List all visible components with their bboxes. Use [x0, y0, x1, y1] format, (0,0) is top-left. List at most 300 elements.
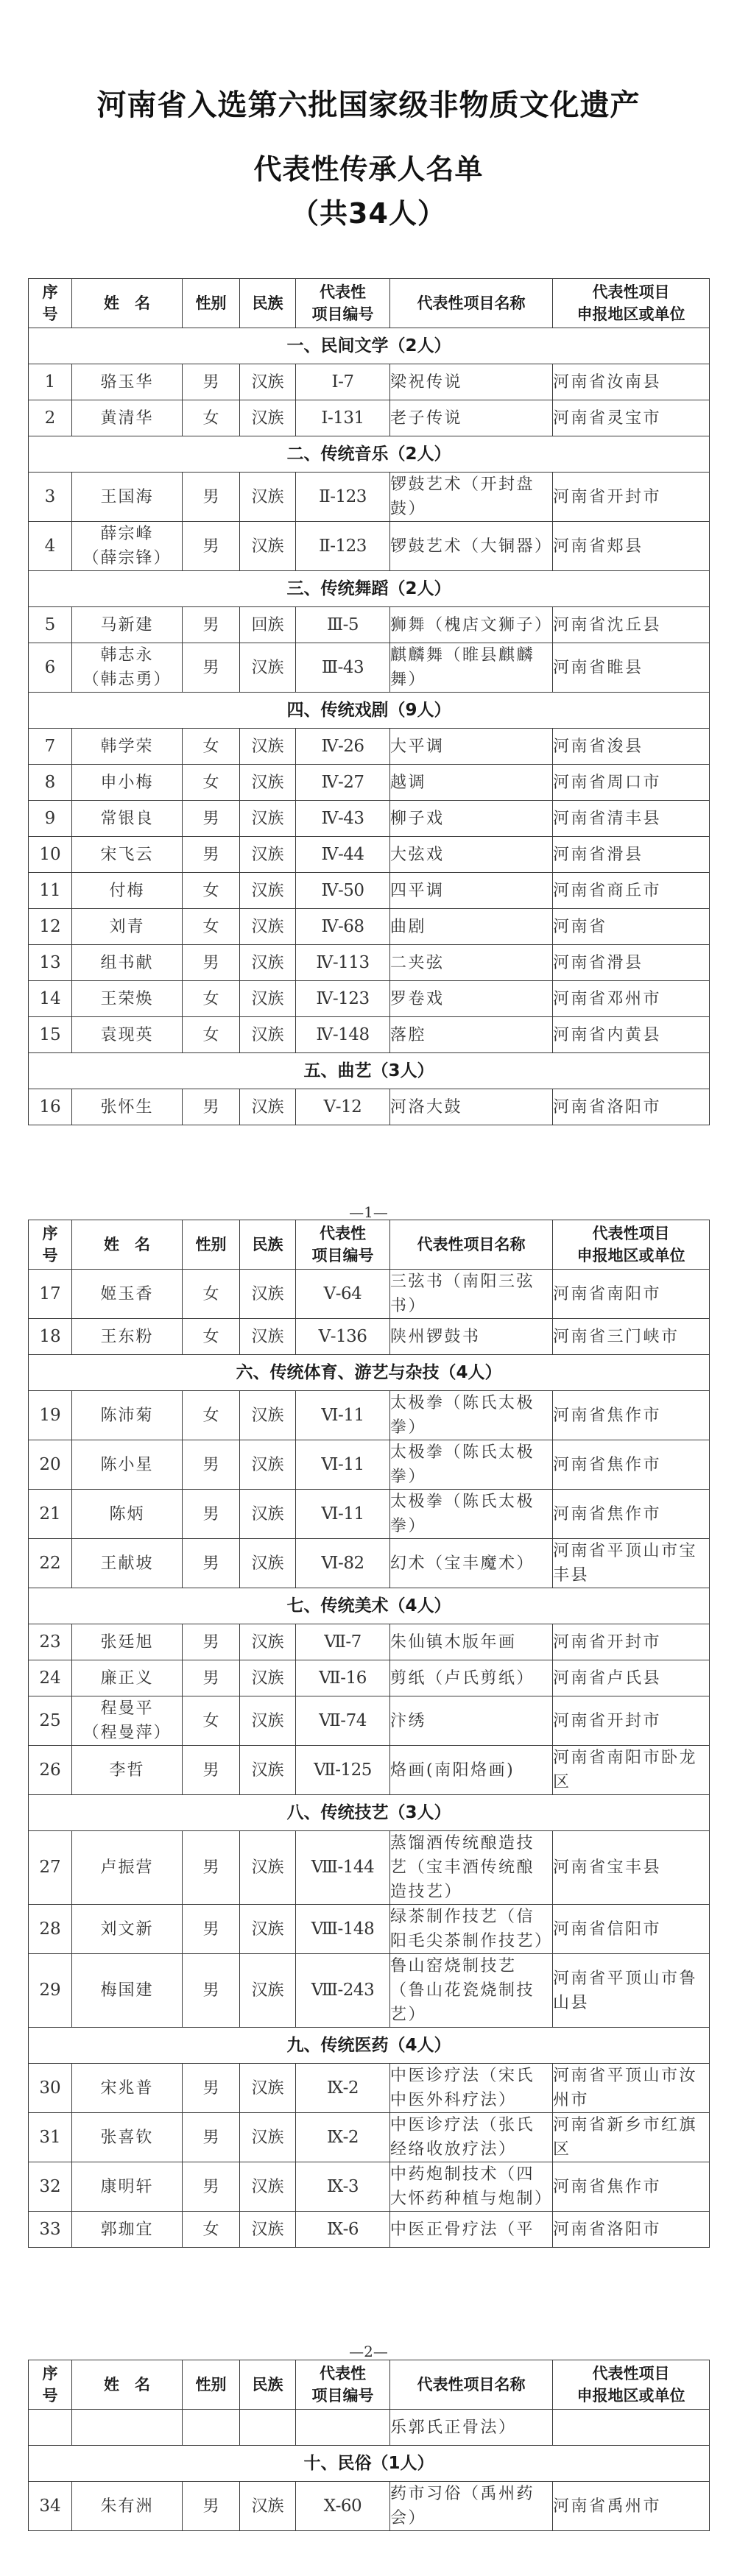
- seq-cell: 19: [29, 1391, 72, 1440]
- header-code-line2: 项目编号: [311, 2387, 374, 2405]
- region-cell: 河南省平顶山市汝州市: [553, 2064, 710, 2113]
- page-number-2: —2—: [349, 2343, 388, 2360]
- table-row: [29, 837, 710, 873]
- category-section-row: [29, 1795, 710, 1831]
- heritor-name: 陈炳: [109, 1504, 145, 1524]
- category-heading: 四、传统戏剧（9人）: [29, 693, 710, 729]
- gender-cell: 男: [183, 1539, 240, 1588]
- category-section-row: [29, 328, 710, 364]
- project-name-cell: 越调: [390, 765, 553, 801]
- project-code-cell: [296, 2410, 390, 2446]
- table-header-row: [29, 2360, 710, 2410]
- project-name-cell: 大平调: [390, 729, 553, 765]
- region-cell: 河南省平顶山市鲁山县: [553, 1954, 710, 2028]
- project-name-cell: 太极拳（陈氏太极拳）: [390, 1490, 553, 1539]
- header-gender-label: 性别: [195, 2376, 227, 2393]
- heritor-name: 王东粉: [100, 1327, 154, 1346]
- name-cell: [72, 909, 183, 945]
- region-cell: 河南省周口市: [553, 765, 710, 801]
- seq-cell: 11: [29, 873, 72, 909]
- category-section-row: [29, 2446, 710, 2482]
- project-code-cell: Ⅳ-26: [296, 729, 390, 765]
- gender-cell: 男: [183, 1954, 240, 2028]
- seq-cell: 13: [29, 945, 72, 981]
- header-name-label: 姓 名: [104, 1236, 150, 1253]
- table-row: [29, 1089, 710, 1125]
- header-code-line2: 项目编号: [311, 305, 374, 323]
- project-name-cell: 中医正骨疗法（平: [390, 2212, 553, 2248]
- table-row: [29, 981, 710, 1017]
- name-cell: [72, 1017, 183, 1053]
- region-cell: 河南省三门峡市: [553, 1319, 710, 1355]
- header-code: [296, 279, 390, 328]
- project-code-cell: Ⅰ-131: [296, 400, 390, 436]
- heritor-name: 康明轩: [100, 2177, 154, 2196]
- ethnicity-cell: 汉族: [240, 2482, 296, 2531]
- project-name-cell: 绿茶制作技艺（信阳毛尖茶制作技艺）: [390, 1905, 553, 1954]
- project-code-cell: Ⅱ-123: [296, 473, 390, 522]
- seq-cell: 16: [29, 1089, 72, 1125]
- region-cell: 河南省沈丘县: [553, 607, 710, 643]
- header-code-line1: 代表性: [320, 2365, 366, 2382]
- header-gender: [183, 279, 240, 328]
- ethnicity-cell: 汉族: [240, 909, 296, 945]
- header-code-line1: 代表性: [320, 1225, 366, 1242]
- project-code-cell: Ⅳ-50: [296, 873, 390, 909]
- heritor-name: 张廷旭: [100, 1632, 154, 1652]
- heritor-name: 程曼平: [100, 1699, 154, 1718]
- name-cell: [72, 1391, 183, 1440]
- seq-cell: 24: [29, 1660, 72, 1696]
- project-name-cell: 落腔: [390, 1017, 553, 1053]
- project-name-cell: 大弦戏: [390, 837, 553, 873]
- seq-cell: 12: [29, 909, 72, 945]
- project-name-cell: 鲁山窑烧制技艺（鲁山花瓷烧制技艺）: [390, 1954, 553, 2028]
- table-row: [29, 1270, 710, 1319]
- heritor-name: 黄清华: [100, 408, 154, 428]
- ethnicity-cell: 汉族: [240, 2064, 296, 2113]
- project-code-cell: Ⅲ-43: [296, 643, 390, 693]
- table-row: [29, 729, 710, 765]
- table-row: [29, 1440, 710, 1490]
- project-code-cell: Ⅵ-11: [296, 1490, 390, 1539]
- seq-cell: 28: [29, 1905, 72, 1954]
- project-code-cell: Ⅳ-123: [296, 981, 390, 1017]
- table-row: [29, 2162, 710, 2212]
- ethnicity-cell: 汉族: [240, 364, 296, 400]
- seq-cell: 3: [29, 473, 72, 522]
- gender-cell: 女: [183, 765, 240, 801]
- seq-cell: 22: [29, 1539, 72, 1588]
- region-cell: 河南省清丰县: [553, 801, 710, 837]
- header-region: [553, 279, 710, 328]
- heritor-name: 陈小星: [100, 1455, 154, 1474]
- gender-cell: 男: [183, 2064, 240, 2113]
- name-cell: [72, 1831, 183, 1905]
- heritor-name: 韩志永: [100, 646, 154, 665]
- category-heading: 二、传统音乐（2人）: [29, 436, 710, 473]
- table-header-row: [29, 1220, 710, 1270]
- project-code-cell: Ⅳ-113: [296, 945, 390, 981]
- table-row: [29, 1624, 710, 1660]
- table-row: [29, 2113, 710, 2162]
- region-cell: 河南省焦作市: [553, 1391, 710, 1440]
- name-cell: [72, 2212, 183, 2248]
- region-cell: 河南省洛阳市: [553, 1089, 710, 1125]
- category-section-row: [29, 1588, 710, 1624]
- project-code-cell: Ⅴ-136: [296, 1319, 390, 1355]
- gender-cell: 男: [183, 1624, 240, 1660]
- header-gender: [183, 1220, 240, 1270]
- ethnicity-cell: 汉族: [240, 729, 296, 765]
- table-row: [29, 1391, 710, 1440]
- seq-cell: 32: [29, 2162, 72, 2212]
- project-name-cell: 陕州锣鼓书: [390, 1319, 553, 1355]
- table-row: [29, 522, 710, 571]
- name-cell: [72, 2064, 183, 2113]
- name-cell: [72, 1954, 183, 2028]
- region-cell: 河南省洛阳市: [553, 2212, 710, 2248]
- header-project: [390, 2360, 553, 2410]
- table-row: [29, 1746, 710, 1795]
- ethnicity-cell: 汉族: [240, 1954, 296, 2028]
- header-name: [72, 279, 183, 328]
- name-cell: [72, 1490, 183, 1539]
- ethnicity-cell: [240, 2410, 296, 2446]
- heritor-name: 郭珈宜: [100, 2220, 154, 2239]
- region-cell: 河南省邓州市: [553, 981, 710, 1017]
- region-cell: 河南省新乡市红旗区: [553, 2113, 710, 2162]
- project-code-cell: Ⅱ-123: [296, 522, 390, 571]
- project-name-cell: 剪纸（卢氏剪纸）: [390, 1660, 553, 1696]
- page-number-1: —1—: [349, 1203, 388, 1221]
- project-code-cell: Ⅸ-6: [296, 2212, 390, 2248]
- ethnicity-cell: 汉族: [240, 1391, 296, 1440]
- document-title: 河南省入选第六批国家级非物质文化遗产: [96, 88, 641, 122]
- name-cell: [72, 945, 183, 981]
- project-name-cell: 药市习俗（禹州药会）: [390, 2482, 553, 2531]
- name-cell: [72, 2162, 183, 2212]
- project-name-cell: 罗卷戏: [390, 981, 553, 1017]
- heritor-name: 常银良: [100, 809, 154, 828]
- header-code: [296, 1220, 390, 1270]
- category-section-row: [29, 2028, 710, 2064]
- name-cell: [72, 473, 183, 522]
- gender-cell: 女: [183, 729, 240, 765]
- header-project: [390, 279, 553, 328]
- project-name-cell: 中医诊疗法（宋氏中医外科疗法）: [390, 2064, 553, 2113]
- project-name-cell: 狮舞（槐店文狮子）: [390, 607, 553, 643]
- seq-cell: 4: [29, 522, 72, 571]
- category-heading: 六、传统体育、游艺与杂技（4人）: [29, 1355, 710, 1391]
- name-cell: [72, 1440, 183, 1490]
- project-code-cell: Ⅶ-7: [296, 1624, 390, 1660]
- project-name-cell: 蒸馏酒传统酿造技艺（宝丰酒传统酿造技艺）: [390, 1831, 553, 1905]
- heritor-table-page-1: [28, 278, 710, 1125]
- category-heading: 十、民俗（1人）: [29, 2446, 710, 2482]
- gender-cell: 男: [183, 1905, 240, 1954]
- heritor-name: 陈沛菊: [100, 1406, 154, 1425]
- region-cell: 河南省开封市: [553, 473, 710, 522]
- project-name-cell: 烙画(南阳烙画): [390, 1746, 553, 1795]
- header-project-label: 代表性项目名称: [417, 2376, 526, 2393]
- region-cell: 河南省: [553, 909, 710, 945]
- seq-cell: 8: [29, 765, 72, 801]
- category-section-row: [29, 1355, 710, 1391]
- header-seq-label: 序 号: [42, 283, 58, 323]
- gender-cell: 男: [183, 643, 240, 693]
- region-cell: 河南省信阳市: [553, 1905, 710, 1954]
- name-cell: [72, 522, 183, 571]
- seq-cell: 2: [29, 400, 72, 436]
- ethnicity-cell: 汉族: [240, 400, 296, 436]
- project-code-cell: Ⅵ-11: [296, 1391, 390, 1440]
- table-row: [29, 765, 710, 801]
- seq-cell: 25: [29, 1696, 72, 1746]
- project-code-cell: Ⅸ-2: [296, 2064, 390, 2113]
- table-row: [29, 1319, 710, 1355]
- region-cell: 河南省南阳市: [553, 1270, 710, 1319]
- seq-cell: 30: [29, 2064, 72, 2113]
- region-cell: 河南省商丘市: [553, 873, 710, 909]
- heritor-name: 王国海: [100, 487, 154, 506]
- project-code-cell: Ⅳ-44: [296, 837, 390, 873]
- region-cell: 河南省卢氏县: [553, 1660, 710, 1696]
- header-seq: [29, 1220, 72, 1270]
- region-cell: 河南省开封市: [553, 1624, 710, 1660]
- table-row: [29, 2410, 710, 2446]
- header-ethnicity-label: 民族: [252, 2376, 283, 2393]
- project-code-cell: Ⅷ-144: [296, 1831, 390, 1905]
- table-header-row: [29, 279, 710, 328]
- region-cell: 河南省宝丰县: [553, 1831, 710, 1905]
- ethnicity-cell: 汉族: [240, 473, 296, 522]
- heritor-name: 付梅: [109, 881, 145, 900]
- ethnicity-cell: 汉族: [240, 1660, 296, 1696]
- heritor-table-page-3: [28, 2360, 710, 2531]
- project-name-cell: 朱仙镇木版年画: [390, 1624, 553, 1660]
- name-cell: [72, 400, 183, 436]
- name-cell: [72, 1905, 183, 1954]
- project-code-cell: Ⅵ-82: [296, 1539, 390, 1588]
- gender-cell: 女: [183, 1319, 240, 1355]
- region-cell: 河南省汝南县: [553, 364, 710, 400]
- gender-cell: 男: [183, 473, 240, 522]
- header-name-label: 姓 名: [104, 2376, 150, 2393]
- seq-cell: 7: [29, 729, 72, 765]
- category-section-row: [29, 571, 710, 607]
- heritor-name: 朱有洲: [100, 2497, 154, 2516]
- ethnicity-cell: 汉族: [240, 1905, 296, 1954]
- header-ethnicity-label: 民族: [252, 294, 283, 312]
- header-region-line2: 申报地区或单位: [576, 1247, 685, 1264]
- project-name-cell: 锣鼓艺术（大铜器）: [390, 522, 553, 571]
- project-name-cell: 四平调: [390, 873, 553, 909]
- gender-cell: 女: [183, 909, 240, 945]
- header-region-line2: 申报地区或单位: [576, 2387, 685, 2405]
- heritor-name: 宋飞云: [100, 845, 154, 864]
- region-cell: 河南省灵宝市: [553, 400, 710, 436]
- gender-cell: 男: [183, 607, 240, 643]
- project-name-cell: 中医诊疗法（张氏经络收放疗法）: [390, 2113, 553, 2162]
- table-row: [29, 1017, 710, 1053]
- project-code-cell: Ⅰ-7: [296, 364, 390, 400]
- table-row: [29, 473, 710, 522]
- document-subtitle: 代表性传承人名单: [253, 153, 484, 185]
- heritor-name: 薛宗峰: [100, 525, 154, 543]
- gender-cell: 男: [183, 2482, 240, 2531]
- name-cell: [72, 2113, 183, 2162]
- ethnicity-cell: 汉族: [240, 1319, 296, 1355]
- gender-cell: 女: [183, 400, 240, 436]
- category-heading: 八、传统技艺（3人）: [29, 1795, 710, 1831]
- ethnicity-cell: 汉族: [240, 2162, 296, 2212]
- heritor-name: 刘青: [109, 917, 145, 936]
- header-code: [296, 2360, 390, 2410]
- header-code-line1: 代表性: [320, 283, 366, 301]
- name-cell: [72, 1746, 183, 1795]
- heritor-table-page-2: [28, 1220, 710, 2248]
- seq-cell: 26: [29, 1746, 72, 1795]
- header-region-line2: 申报地区或单位: [576, 305, 685, 323]
- gender-cell: 男: [183, 1089, 240, 1125]
- header-name: [72, 2360, 183, 2410]
- gender-cell: 女: [183, 1696, 240, 1746]
- header-seq-label: 序 号: [42, 1225, 58, 1264]
- gender-cell: 女: [183, 1391, 240, 1440]
- region-cell: 河南省焦作市: [553, 1490, 710, 1539]
- header-project: [390, 1220, 553, 1270]
- region-cell: [553, 2410, 710, 2446]
- project-code-cell: Ⅶ-74: [296, 1696, 390, 1746]
- table-row: [29, 2064, 710, 2113]
- header-gender-label: 性别: [195, 294, 227, 312]
- gender-cell: 男: [183, 1660, 240, 1696]
- project-code-cell: Ⅴ-12: [296, 1089, 390, 1125]
- project-name-cell: 柳子戏: [390, 801, 553, 837]
- seq-cell: 29: [29, 1954, 72, 2028]
- header-region: [553, 1220, 710, 1270]
- heritor-name: 马新建: [100, 615, 154, 634]
- seq-cell: 34: [29, 2482, 72, 2531]
- category-heading: 七、传统美术（4人）: [29, 1588, 710, 1624]
- project-code-cell: Ⅶ-16: [296, 1660, 390, 1696]
- ethnicity-cell: 汉族: [240, 1539, 296, 1588]
- heritor-name: 刘文新: [100, 1919, 154, 1939]
- project-name-cell: 二夹弦: [390, 945, 553, 981]
- table-row: [29, 1490, 710, 1539]
- name-cell: [72, 801, 183, 837]
- header-project-label: 代表性项目名称: [417, 294, 526, 312]
- project-name-cell: 太极拳（陈氏太极拳）: [390, 1391, 553, 1440]
- project-code-cell: Ⅳ-27: [296, 765, 390, 801]
- name-cell: [72, 837, 183, 873]
- gender-cell: 男: [183, 1746, 240, 1795]
- heritor-name: 王献坡: [100, 1554, 154, 1573]
- region-cell: 河南省滑县: [553, 945, 710, 981]
- name-cell: [72, 1660, 183, 1696]
- header-gender-label: 性别: [195, 1236, 227, 1253]
- header-region-line1: 代表性项目: [592, 283, 670, 301]
- header-region-line1: 代表性项目: [592, 1225, 670, 1242]
- header-name-label: 姓 名: [104, 294, 150, 312]
- region-cell: 河南省南阳市卧龙区: [553, 1746, 710, 1795]
- heritor-name: 组书献: [100, 953, 154, 972]
- ethnicity-cell: 汉族: [240, 837, 296, 873]
- heritor-name: 姬玉香: [100, 1284, 154, 1303]
- region-cell: 河南省禹州市: [553, 2482, 710, 2531]
- seq-cell: 20: [29, 1440, 72, 1490]
- category-section-row: [29, 436, 710, 473]
- ethnicity-cell: 汉族: [240, 2113, 296, 2162]
- ethnicity-cell: 汉族: [240, 1831, 296, 1905]
- region-cell: 河南省平顶山市宝丰县: [553, 1539, 710, 1588]
- category-heading: 三、传统舞蹈（2人）: [29, 571, 710, 607]
- project-code-cell: Ⅷ-243: [296, 1954, 390, 2028]
- project-code-cell: Ⅹ-60: [296, 2482, 390, 2531]
- ethnicity-cell: 汉族: [240, 1270, 296, 1319]
- table-row: [29, 643, 710, 693]
- table-row: [29, 909, 710, 945]
- heritor-name: 张喜钦: [100, 2128, 154, 2147]
- gender-cell: [183, 2410, 240, 2446]
- gender-cell: 女: [183, 1017, 240, 1053]
- header-ethnicity: [240, 279, 296, 328]
- category-heading: 九、传统医药（4人）: [29, 2028, 710, 2064]
- seq-cell: 10: [29, 837, 72, 873]
- seq-cell: 33: [29, 2212, 72, 2248]
- ethnicity-cell: 汉族: [240, 2212, 296, 2248]
- table-row: [29, 607, 710, 643]
- region-cell: 河南省内黄县: [553, 1017, 710, 1053]
- name-cell: [72, 1089, 183, 1125]
- project-code-cell: Ⅶ-125: [296, 1746, 390, 1795]
- header-region-line1: 代表性项目: [592, 2365, 670, 2382]
- heritor-alias: （薛宗锋）: [82, 549, 172, 567]
- table-row: [29, 400, 710, 436]
- heritor-name: 廉正义: [100, 1669, 154, 1688]
- gender-cell: 男: [183, 522, 240, 571]
- seq-cell: 6: [29, 643, 72, 693]
- heritor-alias: （韩志勇）: [82, 670, 172, 689]
- header-project-label: 代表性项目名称: [417, 1236, 526, 1253]
- name-cell: [72, 1319, 183, 1355]
- heritor-name: 宋兆普: [100, 2078, 154, 2098]
- table-row: [29, 2212, 710, 2248]
- header-code-line2: 项目编号: [311, 1247, 374, 1264]
- gender-cell: 男: [183, 837, 240, 873]
- project-code-cell: Ⅸ-3: [296, 2162, 390, 2212]
- category-heading: 一、民间文学（2人）: [29, 328, 710, 364]
- gender-cell: 男: [183, 364, 240, 400]
- region-cell: 河南省郏县: [553, 522, 710, 571]
- name-cell: [72, 643, 183, 693]
- heritor-name: 梅国建: [100, 1981, 154, 2000]
- name-cell: [72, 981, 183, 1017]
- project-name-cell: 太极拳（陈氏太极拳）: [390, 1440, 553, 1490]
- seq-cell: 14: [29, 981, 72, 1017]
- project-name-cell: 锣鼓艺术（开封盘鼓）: [390, 473, 553, 522]
- header-ethnicity: [240, 1220, 296, 1270]
- project-code-cell: Ⅷ-148: [296, 1905, 390, 1954]
- seq-cell: 23: [29, 1624, 72, 1660]
- project-name-cell: 幻术（宝丰魔术）: [390, 1539, 553, 1588]
- category-section-row: [29, 1053, 710, 1089]
- header-seq: [29, 279, 72, 328]
- ethnicity-cell: 汉族: [240, 945, 296, 981]
- region-cell: 河南省滑县: [553, 837, 710, 873]
- gender-cell: 女: [183, 1270, 240, 1319]
